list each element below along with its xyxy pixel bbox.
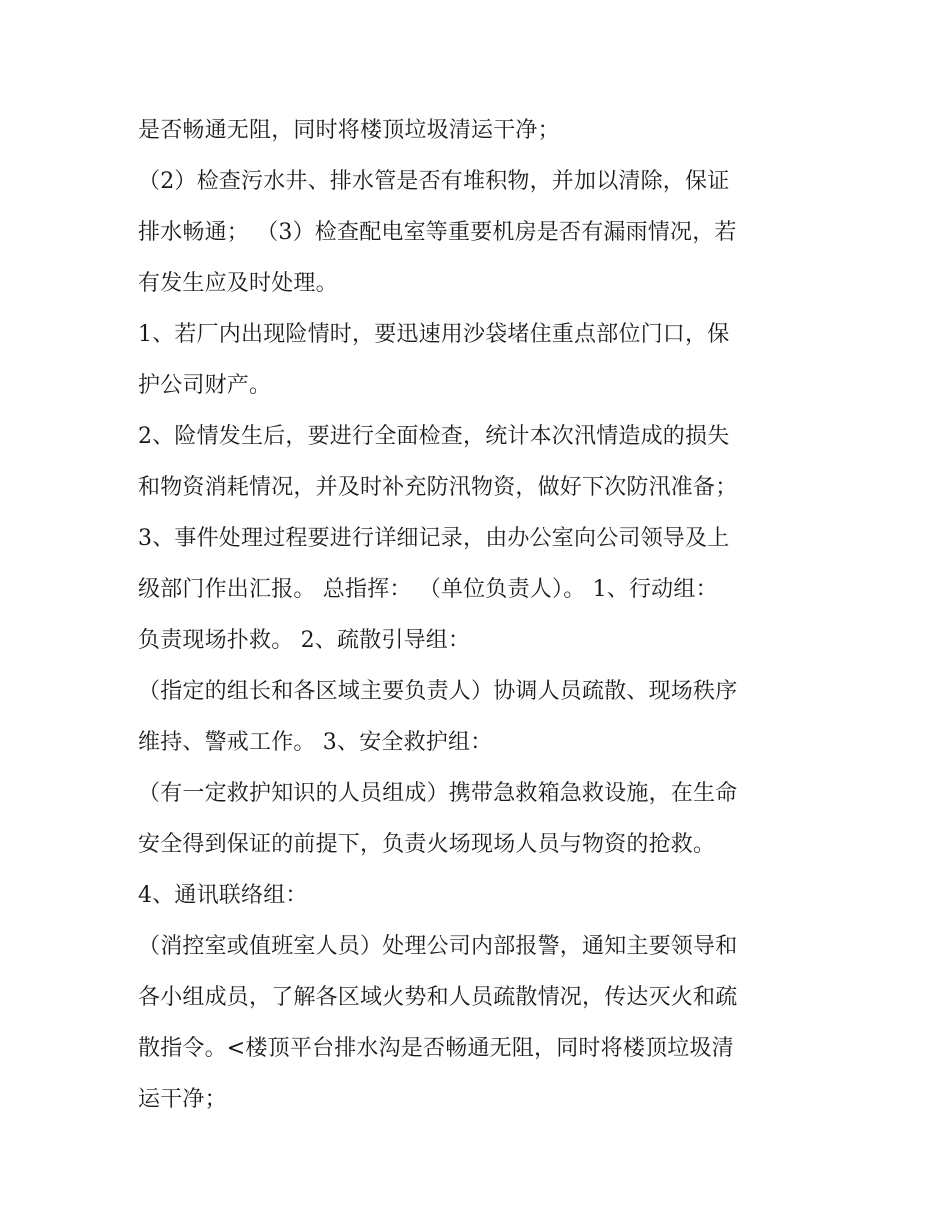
- text-line: 有发生应及时处理。: [138, 271, 338, 296]
- text-line: （2）检查污水井、排水管是否有堆积物，并加以清除，保证: [138, 169, 730, 194]
- text-line: 是否畅通无阻，同时将楼顶垃圾清运干净；: [138, 118, 560, 143]
- text-line: 安全得到保证的前提下，负责火场现场人员与物资的抢救。: [138, 832, 716, 857]
- text-line: 维持、警戒工作。 3、安全救护组：: [138, 730, 493, 755]
- text-line: （有一定救护知识的人员组成）携带急救箱急救设施，在生命: [138, 781, 738, 806]
- text-line: 散指令。<楼顶平台排水沟是否畅通无阻，同时将楼顶垃圾清: [138, 1036, 734, 1061]
- text-line: 负责现场扑救。 2、疏散引导组：: [138, 628, 471, 653]
- text-line: 2、险情发生后，要进行全面检查，统计本次汛情造成的损失: [138, 424, 730, 449]
- text-line: 排水畅通； （3）检查配电室等重要机房是否有漏雨情况，若: [138, 220, 737, 245]
- text-line: 4、通讯联络组：: [138, 883, 308, 908]
- text-line: 3、事件处理过程要进行详细记录，由办公室向公司领导及上: [138, 526, 730, 551]
- text-line: 级部门作出汇报。 总指挥： （单位负责人）。 1、行动组：: [138, 577, 718, 602]
- text-line: 各小组成员，了解各区域火势和人员疏散情况，传达灭火和疏: [138, 985, 738, 1010]
- text-line: 运干净；: [138, 1087, 227, 1112]
- text-line: （指定的组长和各区域主要负责人）协调人员疏散、现场秩序: [138, 679, 738, 704]
- body-text: [138, 109, 818, 1129]
- text-line: 1、若厂内出现险情时，要迅速用沙袋堵住重点部位门口，保: [138, 322, 730, 347]
- text-line: 和物资消耗情况，并及时补充防汛物资，做好下次防汛准备；: [138, 475, 738, 500]
- text-line: （消控室或值班室人员）处理公司内部报警，通知主要领导和: [138, 934, 738, 959]
- text-line: 护公司财产。: [138, 373, 272, 398]
